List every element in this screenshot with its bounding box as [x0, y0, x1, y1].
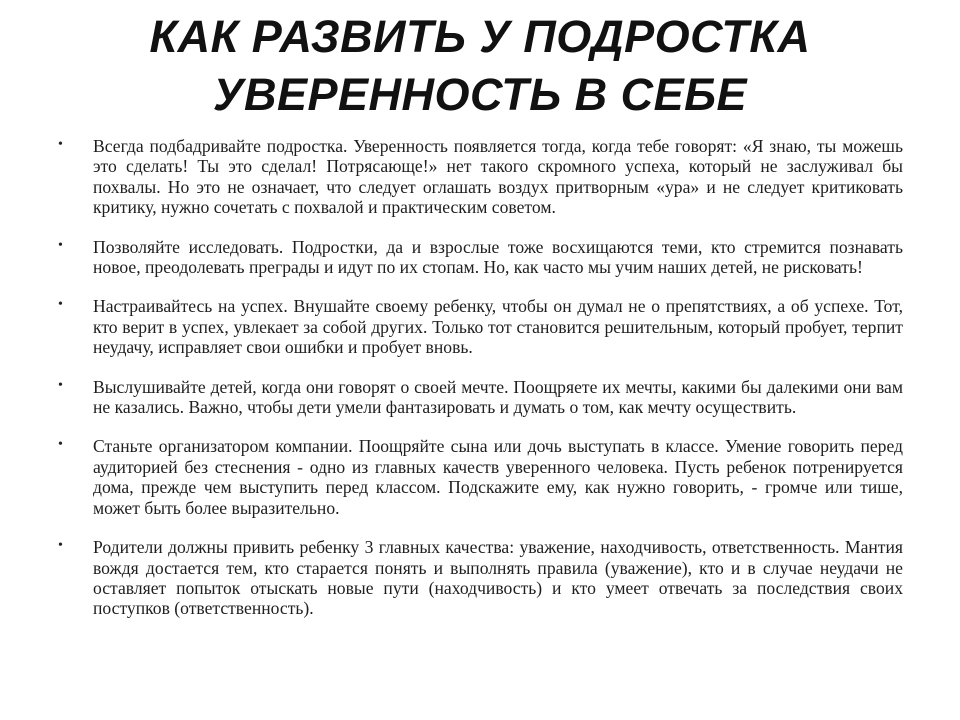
- bullet-dot-icon: •: [58, 437, 63, 453]
- bullet-list: [58, 136, 903, 638]
- bullet-item-1: [58, 136, 903, 218]
- bullet-dot-icon: •: [58, 538, 63, 554]
- bullet-dot-icon: •: [58, 297, 63, 313]
- bullet-item-2: [58, 237, 903, 278]
- bullet-item-4: [58, 377, 903, 418]
- bullet-text-6: Родители должны привить ребенку 3 главных качества: уважение, находчивость, ответственность. Мантия вождя достается тем, кто старается понять и выполнять правила (уважение), кто и в случае неудачи не оставляет попыток отыскать новые пути (находчивость) и кто умеет отвечать за последствия своих поступков (ответственность).: [93, 537, 903, 619]
- bullet-text-5: Станьте организатором компании. Поощряйте сына или дочь выступать в классе. Умение говорить перед аудиторией без стеснения - одно из главных качеств уверенного человека. Пусть ребенок потренируется дома, прежде чем выступить перед классом. Подскажите ему, как нужно говорить, - громче или тише, может быть более выразительно.: [93, 436, 903, 518]
- bullet-dot-icon: •: [58, 237, 63, 253]
- bullet-item-3: [58, 296, 903, 357]
- bullet-dot-icon: •: [58, 137, 63, 152]
- slide-title-line-1: КАК РАЗВИТЬ У ПОДРОСТКА: [149, 11, 811, 62]
- bullet-text-2: Позволяйте исследовать. Подростки, да и взрослые тоже восхищаются теми, кто стремится познавать новое, преодолевать преграды и идут по их стопам. Но, как часто мы учим наших детей, не рисковать!: [93, 236, 903, 278]
- bullet-text-4: Выслушивайте детей, когда они говорят о своей мечте. Поощряете их мечты, какими бы далекими они вам не казались. Важно, чтобы дети умели фантазировать и думать о том, как мечту осуществить.: [93, 376, 903, 418]
- slide-title: [0, 8, 960, 124]
- bullet-item-6: [58, 537, 903, 619]
- bullet-text-1: Всегда подбадривайте подростка. Уверенность появляется тогда, когда тебе говорят: «Я знаю, ты можешь это сделать! Ты это сделал! Потрясающе!» нет такого скромного успеха, который не заслуживал бы похвалы. Но это не означает, что следует оглашать воздух притворным «ура» и не следует критиковать критику, нужно сочетать с похвалой и практическим советом.: [93, 136, 903, 218]
- slide-title-line-2: УВЕРЕННОСТЬ В СЕБЕ: [212, 69, 748, 120]
- bullet-item-5: [58, 436, 903, 518]
- bullet-text-3: Настраивайтесь на успех. Внушайте своему ребенку, чтобы он думал не о препятствиях, а об успехе. Тот, кто верит в успех, увлекает за собой других. Только тот становится решительным, который пробует, терпит неудачу, исправляет свои ошибки и пробует вновь.: [93, 296, 903, 358]
- bullet-dot-icon: •: [58, 377, 63, 393]
